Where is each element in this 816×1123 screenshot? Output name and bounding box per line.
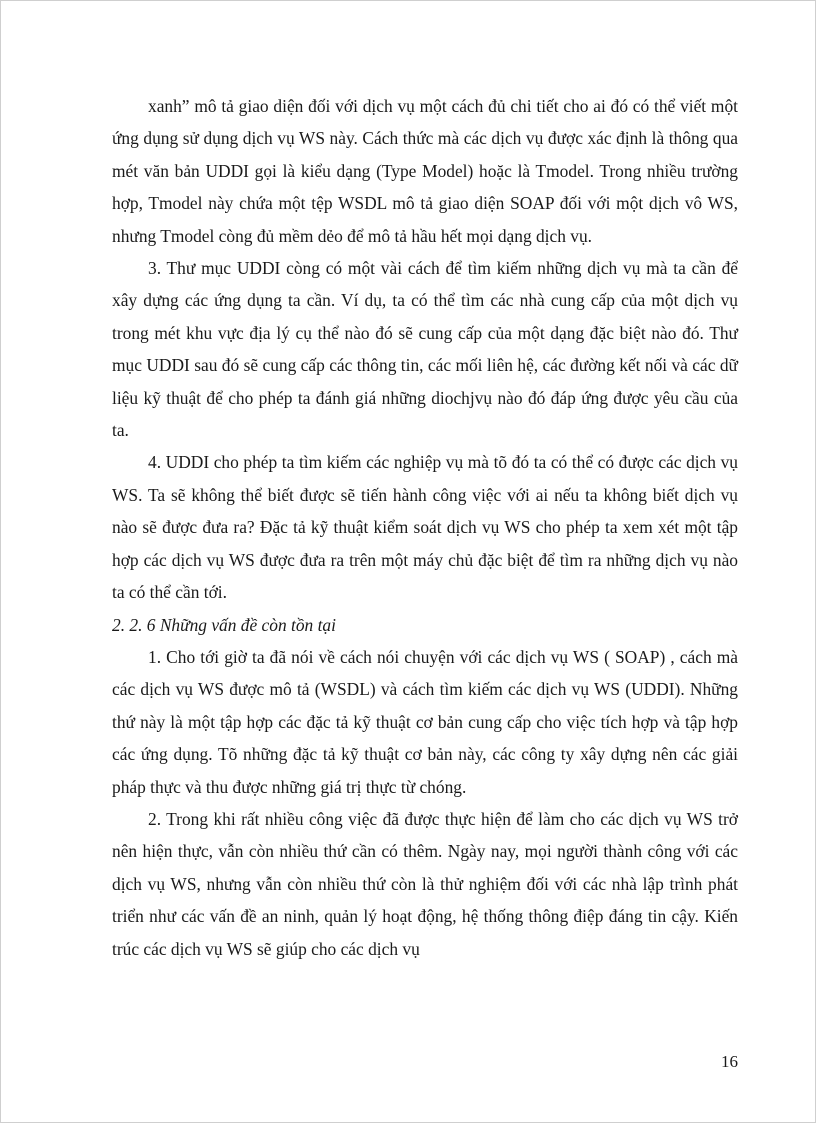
paragraph-item-3: 3. Thư mục UDDI còng có một vài cách để tìm kiếm những dịch vụ mà ta cần để xây dựng các ứng dụng ta cần. Ví dụ, ta có thể tìm các nhà cung cấp của một dịch vụ trong mét khu vực địa lý cụ thể nào đó sẽ cung cấp của một dạng đặc biệt nào đó. Thư mục UDDI sau đó sẽ cung cấp các thông tin, các mối liên hệ, các đường kết nối và các dữ liệu kỹ thuật để cho phép ta đánh giá những diochjvụ nào đó đáp ứng được yêu cầu của ta. <box>112 258 738 441</box>
paragraph-section-item-1: 1. Cho tới giờ ta đã nói về cách nói chuyện với các dịch vụ WS ( SOAP) , cách mà các dịch vụ WS được mô tả (WSDL) và cách tìm kiếm các dịch vụ WS (UDDI). Những thứ này là một tập hợp các đặc tả kỹ thuật cơ bản cung cấp cho việc tích hợp và tập hợp các ứng dụng. Tõ những đặc tả kỹ thuật cơ bản này, các công ty xây dựng nên các giải pháp thực và thu được những giá trị thực từ chóng. <box>112 646 738 797</box>
paragraph-item-4: 4. UDDI cho phép ta tìm kiếm các nghiệp vụ mà tõ đó ta có thể có được các dịch vụ WS. Ta sẽ không thể biết được sẽ tiến hành công việc với ai nếu ta không biết dịch vụ nào sẽ được đưa ra? Đặc tả kỹ thuật kiểm soát dịch vụ WS cho phép ta xem xét một tập hợp các dịch vụ WS được đưa ra trên một máy chủ đặc biệt để tìm ra những dịch vụ nào ta có thể cần tới. <box>112 452 738 603</box>
page-number: 16 <box>721 1052 738 1071</box>
section-heading: 2. 2. 6 Những vấn đề còn tồn tại <box>112 614 336 635</box>
paragraph-section-item-2: 2. Trong khi rất nhiều công việc đã được thực hiện để làm cho các dịch vụ WS trở nên hiện thực, vẫn còn nhiều thứ cần có thêm. Ngày nay, mọi người thành công với các dịch vụ WS, nhưng vẫn còn nhiều thứ còn là thử nghiệm đối với các nhà lập trình phát triển như các vấn đề an ninh, quản lý hoạt động, hệ thống thông điệp đáng tin cậy. Kiến trúc các dịch vụ WS sẽ giúp cho các dịch vụ <box>112 808 738 959</box>
page-content <box>112 90 738 965</box>
paragraph-continuation: xanh” mô tả giao diện đối với dịch vụ một cách đủ chi tiết cho ai đó có thể viết một ứng dụng sử dụng dịch vụ WS này. Cách thức mà các dịch vụ được xác định là thông qua mét văn bản UDDI gọi là kiểu dạng (Type Model) hoặc là Tmodel. Trong nhiều trường hợp, Tmodel này chứa một tệp WSDL mô tả giao diện SOAP đối với một dịch vô WS, nhưng Tmodel còng đủ mềm dẻo để mô tả hầu hết mọi dạng dịch vụ. <box>112 96 738 246</box>
